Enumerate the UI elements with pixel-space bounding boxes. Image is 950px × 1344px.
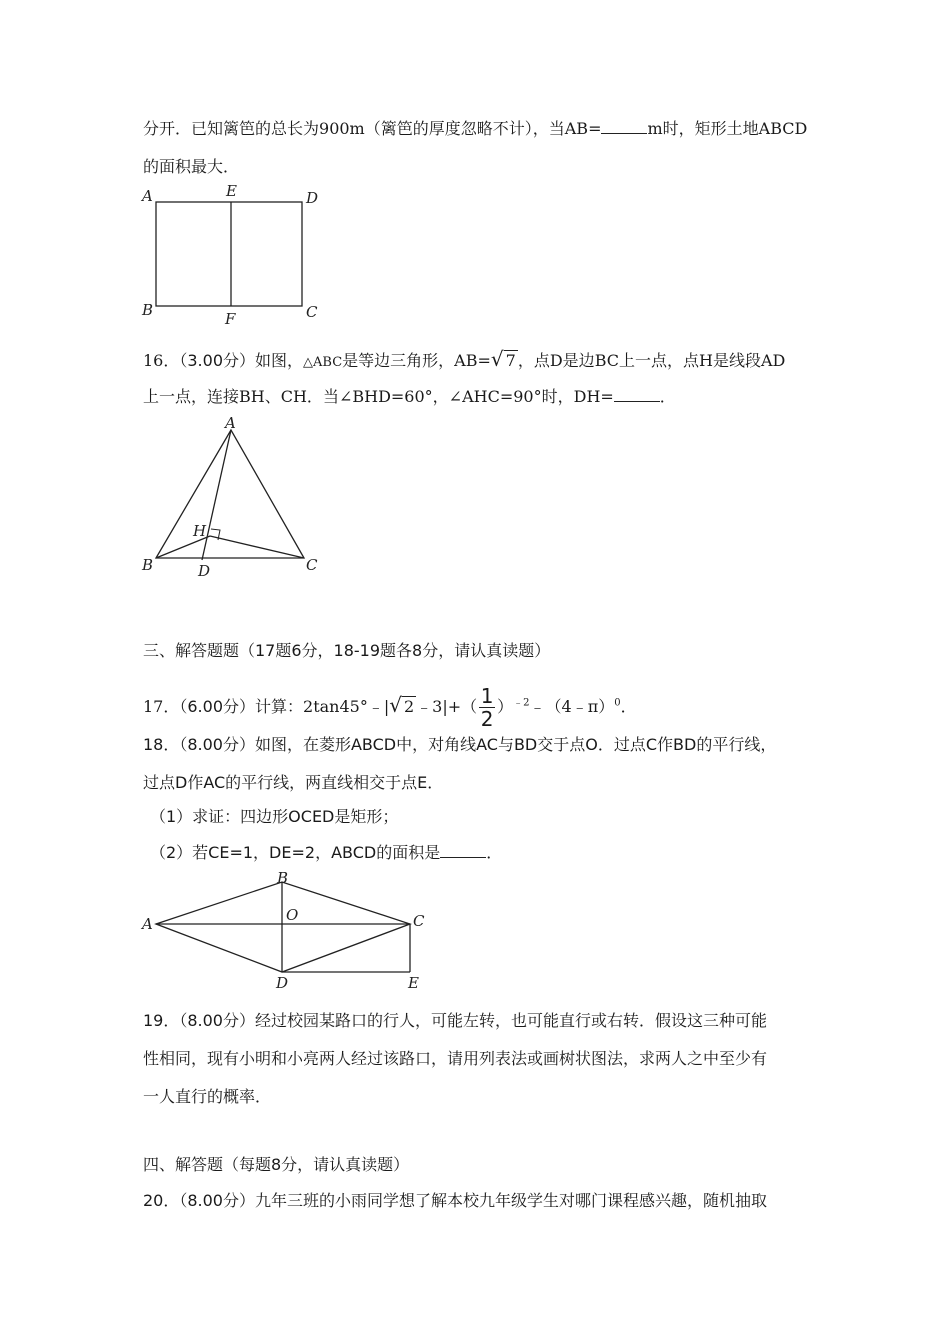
- segment-hc: [210, 536, 304, 558]
- label-c: C: [413, 912, 425, 930]
- p20-line1: 20．（8.00分）九年三班的小雨同学想了解本校九年级学生对哪门课程感兴趣，随机抽取: [143, 1191, 767, 1210]
- label-d: D: [306, 189, 319, 207]
- label-e: E: [408, 974, 419, 992]
- p15-line1: 分开．已知篱笆的总长为900m（篱笆的厚度忽略不计），当AB= m时，矩形土地ABCD: [143, 119, 808, 138]
- right-angle-mark: [211, 529, 220, 540]
- p16-line2: 上一点，连接BH、CH．当∠BHD=60°，∠AHC=90°时，DH= ．: [143, 387, 676, 406]
- label-c: C: [306, 556, 318, 574]
- p18-line2: 过点D作AC的平行线，两直线相交于点E．: [143, 773, 444, 792]
- fraction-one-half: $\frac{1}{2}$: [480, 684, 494, 731]
- p17-line: 17．（6.00分）计算：2tan45°﹣|√ 2 ﹣3|+（ $\frac{1}{2}$ ）$^{﹣2}$﹣（4﹣π）$^0$．: [143, 684, 637, 731]
- label-b: B: [142, 301, 154, 319]
- label-a: A: [142, 915, 153, 933]
- label-o: O: [286, 906, 299, 924]
- p19-line1: 19．（8.00分）经过校园某路口的行人，可能左转，也可能直行或右转．假设这三种可能: [143, 1011, 767, 1030]
- p18-subquestion-1: （1）求证：四边形OCED是矩形；: [150, 807, 399, 826]
- section-3-heading: 三、解答题题（17题6分，18-19题各8分，请认真读题）: [143, 641, 551, 660]
- label-b: B: [277, 870, 289, 887]
- figure-rhombus-abcd: [138, 870, 438, 996]
- section-4-heading: 四、解答题（每题8分，请认真读题）: [143, 1155, 410, 1174]
- answer-blank: [601, 119, 647, 134]
- label-a: A: [225, 414, 236, 432]
- p19-line3: 一人直行的概率．: [143, 1087, 272, 1106]
- rhombus-abcd: [156, 882, 410, 972]
- figure-rectangle-abcd: [138, 182, 338, 328]
- label-b: B: [142, 556, 154, 574]
- label-a: A: [142, 187, 153, 205]
- p18-line1: 18．（8.00分）如图，在菱形ABCD中，对角线AC与BD交于点O．过点C作BD的平行线，: [143, 735, 777, 754]
- label-c: C: [306, 303, 318, 321]
- label-e: E: [226, 182, 237, 200]
- answer-blank: [614, 387, 660, 402]
- p16-line1: 16．（3.00分）如图，△ABC是等边三角形，AB=√ 7 ，点D是边BC上一点，点H是线段AD: [143, 347, 786, 371]
- rectangle: [156, 202, 302, 306]
- label-d: D: [276, 974, 289, 992]
- sqrt-sign: √: [490, 347, 504, 371]
- label-h: H: [193, 522, 207, 540]
- p19-line2: 性相同，现有小明和小亮两人经过该路口，请用列表法或画树状图法，求两人之中至少有: [143, 1049, 768, 1068]
- figure-triangle-abc: [138, 412, 338, 582]
- sqrt-sign: √: [389, 693, 402, 717]
- p15-line2: 的面积最大．: [143, 157, 240, 176]
- label-d: D: [198, 562, 211, 580]
- p18-subquestion-2: （2）若CE=1，DE=2，ABCD的面积是 ．: [150, 843, 503, 862]
- label-f: F: [225, 310, 236, 328]
- answer-blank: [440, 843, 486, 858]
- triangle-abc: [156, 430, 304, 558]
